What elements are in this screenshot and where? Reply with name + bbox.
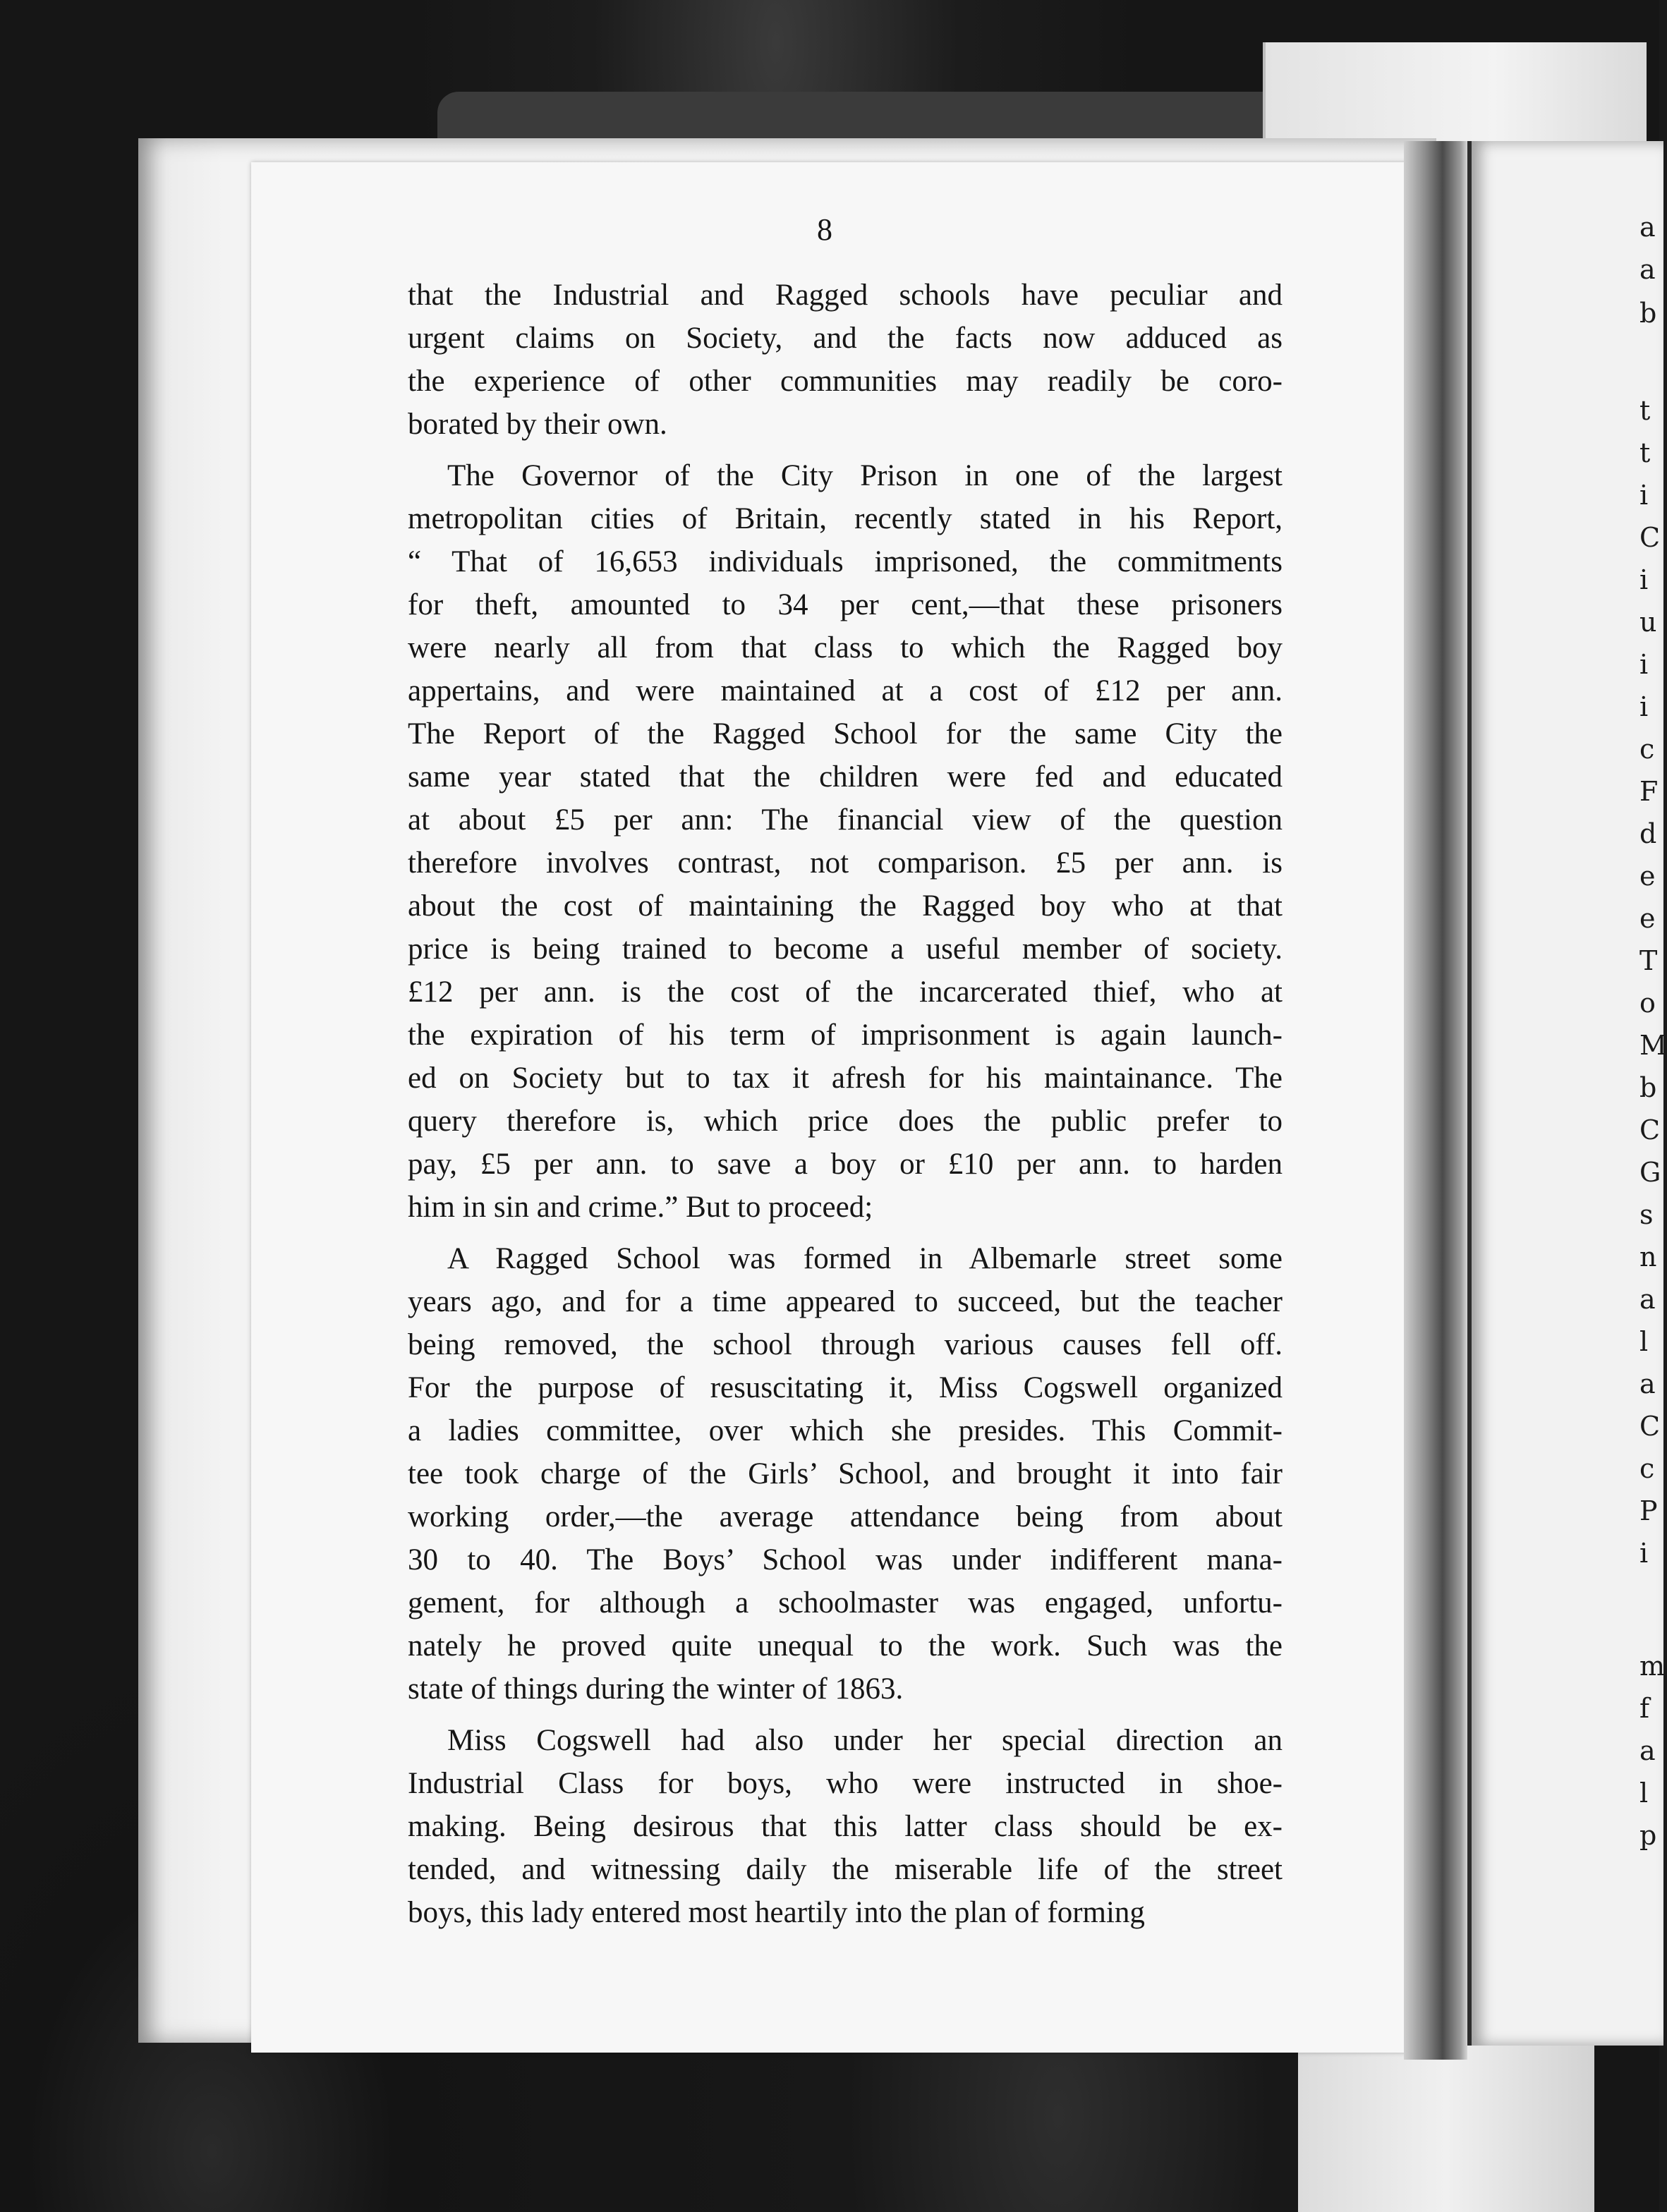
text-line: him in sin and crime.” But to proceed; — [408, 1191, 873, 1224]
facing-page-letter: l — [1639, 1778, 1649, 1809]
page-text — [408, 274, 1283, 1943]
facing-page-letter: P — [1639, 1495, 1658, 1526]
text-line: working order,—the average attendance being from about — [408, 1500, 1283, 1533]
facing-page-letter: f — [1639, 1693, 1650, 1724]
facing-page-letter: C — [1639, 522, 1661, 553]
text-line: appertains, and were maintained at a cost of £12 per ann. — [408, 674, 1283, 707]
text-line: ed on Society but to tax it afresh for his maintainance. The — [408, 1062, 1283, 1095]
text-line: gement, for although a schoolmaster was engaged, unfortu- — [408, 1586, 1283, 1620]
binding-tape-top — [1263, 42, 1647, 148]
facing-page-letter: o — [1639, 988, 1656, 1019]
text-line: metropolitan cities of Britain, recently stated in his Report, — [408, 502, 1283, 535]
text-line: a ladies committee, over which she presides. This Commit- — [408, 1414, 1283, 1447]
facing-page-letter: i — [1639, 480, 1649, 511]
text-line: query therefore is, which price does the public prefer to — [408, 1105, 1283, 1138]
facing-page-letter: a — [1639, 212, 1656, 243]
text-line: nately he proved quite unequal to the work. Such was the — [408, 1629, 1283, 1663]
text-line: years ago, and for a time appeared to succeed, but the teacher — [408, 1285, 1283, 1318]
text-line: tended, and witnessing daily the miserable life of the street — [408, 1853, 1283, 1886]
paragraph — [408, 274, 1283, 446]
text-line: A Ragged School was formed in Albemarle street some — [447, 1242, 1283, 1275]
paragraph — [408, 1719, 1283, 1934]
facing-page-letter: b — [1639, 1072, 1657, 1103]
facing-page-letter: d — [1639, 818, 1657, 849]
facing-page-letter: G — [1639, 1157, 1661, 1188]
paragraph — [408, 454, 1283, 1229]
facing-page-letter: a — [1639, 1368, 1656, 1399]
book-spine — [1404, 141, 1467, 2060]
text-line: being removed, the school through various causes fell off. — [408, 1328, 1283, 1361]
facing-page-letter: i — [1639, 649, 1649, 680]
text-line: making. Being desirous that this latter class should be ex- — [408, 1810, 1283, 1843]
facing-page-letter: c — [1639, 734, 1655, 765]
text-line: therefore involves contrast, not comparison. £5 per ann. is — [408, 846, 1283, 880]
facing-page-letter: i — [1639, 1538, 1649, 1569]
text-line: Industrial Class for boys, who were instructed in shoe- — [408, 1767, 1283, 1800]
text-line: The Report of the Ragged School for the same City the — [408, 717, 1283, 750]
facing-page-letter: n — [1639, 1241, 1657, 1272]
text-line: The Governor of the City Prison in one of the largest — [447, 459, 1283, 492]
binding-tape-bottom — [1298, 2046, 1594, 2212]
facing-page-letter: a — [1639, 254, 1656, 285]
facing-page-letter: t — [1639, 395, 1651, 426]
facing-page — [1467, 141, 1667, 2046]
text-line: “ That of 16,653 individuals imprisoned, the commitments — [408, 545, 1283, 578]
facing-page-letter: T — [1639, 945, 1658, 976]
facing-page-letter: c — [1639, 1453, 1655, 1484]
text-line: price is being trained to become a useful member of society. — [408, 932, 1283, 966]
text-line: tee took charge of the Girls’ School, and brought it into fair — [408, 1457, 1283, 1490]
text-line: state of things during the winter of 1863. — [408, 1672, 904, 1706]
facing-page-letter: C — [1639, 1411, 1661, 1442]
text-line: For the purpose of resuscitating it, Miss Cogswell organized — [408, 1371, 1283, 1404]
facing-page-letter: C — [1639, 1114, 1661, 1146]
text-line: at about £5 per ann: The financial view of the question — [408, 803, 1283, 837]
facing-page-letter: i — [1639, 691, 1649, 722]
text-line: borated by their own. — [408, 408, 667, 441]
facing-page-letter: i — [1639, 564, 1649, 595]
facing-page-letter: m — [1639, 1651, 1666, 1682]
text-line: that the Industrial and Ragged schools have peculiar and — [408, 279, 1283, 312]
text-line: Miss Cogswell had also under her special direction an — [447, 1724, 1283, 1757]
facing-page-letter: u — [1639, 607, 1657, 638]
text-line: same year stated that the children were fed and educated — [408, 760, 1283, 794]
text-line: pay, £5 per ann. to save a boy or £10 per ann. to harden — [408, 1148, 1283, 1181]
text-line: £12 per ann. is the cost of the incarcerated thief, who at — [408, 976, 1283, 1009]
facing-page-letter: e — [1639, 861, 1656, 892]
facing-page-letter: M — [1639, 1030, 1667, 1061]
facing-page-letter: a — [1639, 1284, 1656, 1315]
facing-page-letter: e — [1639, 903, 1656, 934]
facing-page-letter: p — [1639, 1820, 1657, 1851]
text-line: boys, this lady entered most heartily into the plan of forming — [408, 1896, 1145, 1929]
facing-page-letter: b — [1639, 298, 1657, 329]
text-line: 30 to 40. The Boys’ School was under indifferent mana- — [408, 1543, 1283, 1576]
text-line: urgent claims on Society, and the facts now adduced as — [408, 322, 1283, 355]
page-number: 8 — [817, 212, 832, 247]
text-line: about the cost of maintaining the Ragged boy who at that — [408, 889, 1283, 923]
text-line: for theft, amounted to 34 per cent,—that these prisoners — [408, 588, 1283, 621]
facing-page-letter: l — [1639, 1326, 1649, 1357]
facing-page-letter: a — [1639, 1735, 1656, 1766]
facing-page-letter: t — [1639, 437, 1651, 468]
text-line: the experience of other communities may readily be coro- — [408, 365, 1283, 398]
facing-page-letter: s — [1639, 1199, 1654, 1230]
paragraph — [408, 1237, 1283, 1710]
text-line: the expiration of his term of imprisonment is again launch- — [408, 1019, 1283, 1052]
facing-page-letter: F — [1639, 776, 1659, 807]
text-line: were nearly all from that class to which the Ragged boy — [408, 631, 1283, 664]
